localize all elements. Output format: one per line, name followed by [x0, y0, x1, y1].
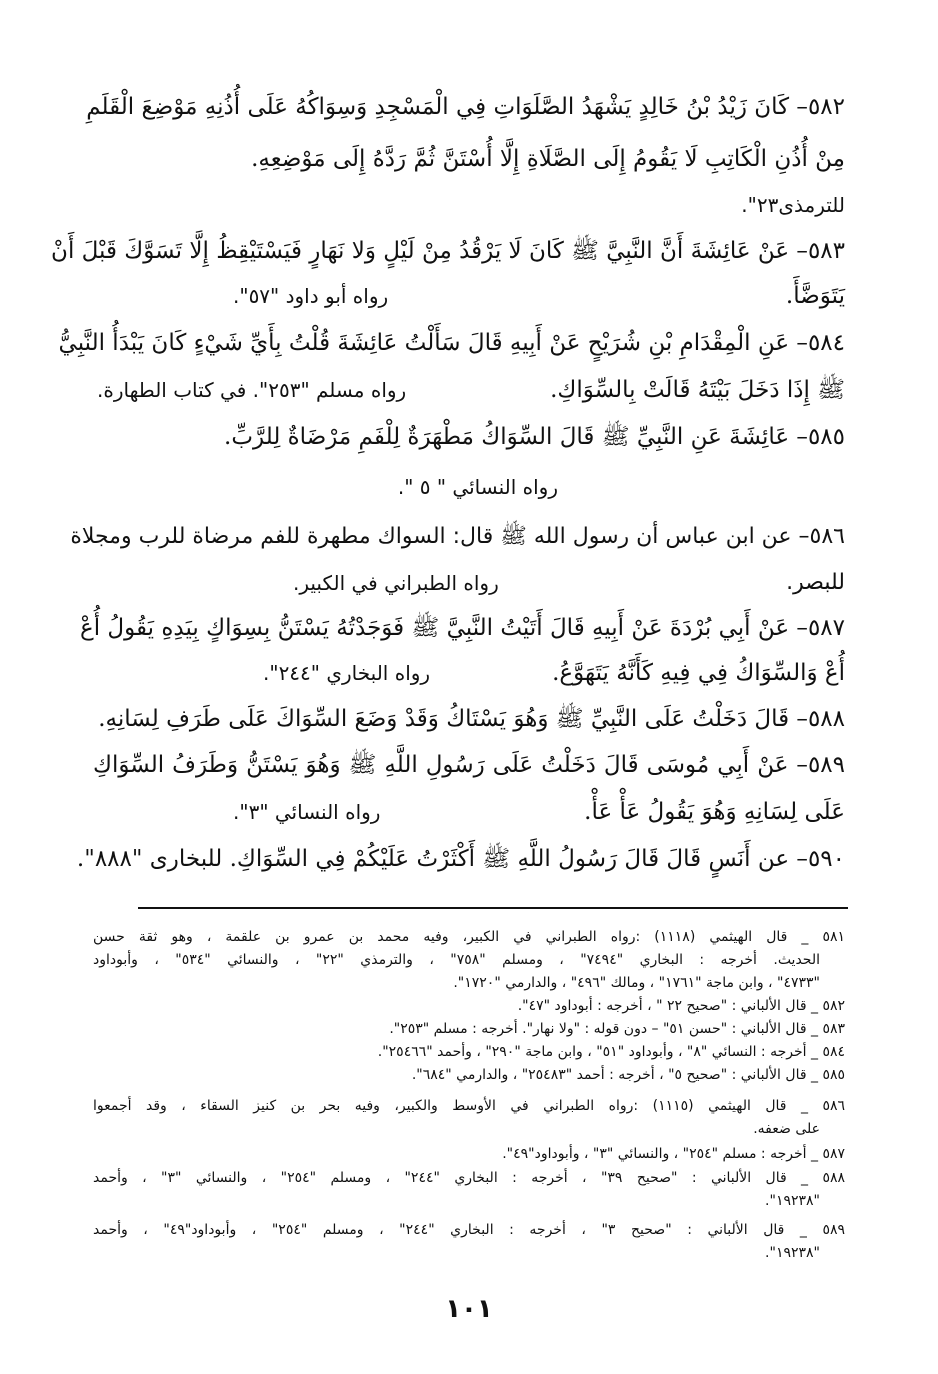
- footnote-586-line-1: ٥٨٦ _ قال الهيثمي (١١١٥) :رواه الطبراني في الأوسط والكبير، وفيه بحر بن كنيز السقاء ، وقد أجمعوا: [93, 1098, 845, 1114]
- hadith-589-line-2: [93, 789, 845, 835]
- footnote-581-line-2: الحديث. أخرجه : البخاري "٧٤٩٤" ، ومسلم "٧٥٨" ، والترمذي "٢٢" ، والنسائي "٥٣٤" ، وأبوداود: [93, 952, 820, 968]
- hadith-586-line-2-text: للبصر.: [786, 570, 845, 595]
- footnote-588-line-2: "١٩٢٣٨".: [765, 1193, 820, 1209]
- hadith-587-line-1: ٥٨٧– عَنْ أَبِي بُرْدَةَ عَنْ أَبِيهِ قَالَ أَتَيْتُ النَّبِيَّ ﷺ فَوَجَدْتُهُ يَسْتَنُّ بِسِوَاكٍ بِيَدِهِ يَقُولُ أُعْ: [80, 615, 845, 641]
- hadith-590-line-1: ٥٩٠– عن أَنَسٍ قَالَ قَالَ رَسُولُ اللَّهِ ﷺ أَكْثَرْتُ عَلَيْكُمْ فِي السِّوَاكِ. للبخارى "٨٨٨".: [76, 846, 845, 872]
- footnote-588-line-1: ٥٨٨ _ قال الألباني : "صحيح ٣٩" ، أخرجه : البخاري "٢٤٤" ، ومسلم "٢٥٤" ، والنسائي "٣" ، وأحمد: [93, 1170, 846, 1186]
- hadith-587-source: رواه البخاري "٢٤٤".: [263, 661, 431, 685]
- hadith-583-line-2-text: يَتَوَضَّأَ.: [785, 283, 845, 309]
- hadith-582-line-2: مِنْ أُذُنِ الْكَاتِبِ لَا يَقُومُ إِلَى الصَّلَاةِ إِلَّا أُسْتَنَّ ثُمَّ رَدَّهُ إِلَى مَوْضِعِهِ.: [251, 146, 845, 172]
- hadith-589-line-2-text: عَلَى لِسَانِهِ وَهُوَ يَقُولُ عَأْ عَأْ.: [584, 799, 845, 825]
- hadith-585-line-1: ٥٨٥– عَائِشَةَ عَنِ النَّبِيِّ ﷺ قَالَ السِّوَاكُ مَطْهَرَةٌ لِلْفَمِ مَرْضَاةٌ لِلرَّبِّ.: [224, 424, 845, 450]
- hadith-584-source: رواه مسلم "٢٥٣". في كتاب الطهارة.: [97, 378, 407, 402]
- page-number: ١٠١: [445, 1294, 493, 1324]
- footnote-589-line-2: "١٩٢٣٨".: [765, 1245, 820, 1261]
- footnote-582: ٥٨٢ _ قال الألباني : "صحيح ٢٢ " ، أخرجه : أبوداود "٤٧".: [517, 998, 845, 1014]
- footnote-581-line-3: "٤٧٣٣" ، وابن ماجة "١٧٦١" ، ومالك "٤٩٦" ، والدارمي "١٧٢٠".: [453, 975, 820, 991]
- hadith-587-line-2-text: أُعْ وَالسِّوَاكُ فِي فِيهِ كَأَنَّهُ يَتَهَوَّعُ.: [552, 660, 845, 686]
- hadith-583-source: رواه أبو داود "٥٧".: [233, 284, 389, 308]
- footnote-583: ٥٨٣ _ قال الألباني : "حسن ٥١" – دون قوله : "ولا نهار". أخرجه : مسلم "٢٥٣".: [389, 1021, 845, 1037]
- hadith-589-source: رواه النسائي "٣".: [233, 800, 381, 824]
- hadith-584-line-2-text: ﷺ إِذَا دَخَلَ بَيْتَهُ قَالَتْ بِالسِّوَاكِ.: [550, 377, 845, 403]
- hadith-586-source: رواه الطبراني في الكبير.: [293, 571, 499, 595]
- footnote-separator: [138, 907, 848, 909]
- hadith-585-source: رواه النسائي " ٥ ".: [397, 475, 558, 499]
- hadith-586-line-1: ٥٨٦– عن ابن عباس أن رسول الله ﷺ قال: السواك مطهرة للفم مرضاة للرب ومجلاة: [70, 524, 845, 549]
- footnote-586-line-2: على ضعفه.: [753, 1121, 820, 1137]
- hadith-584-line-2: [93, 367, 845, 413]
- hadith-586-line-2: [93, 560, 845, 606]
- footnote-587: ٥٨٧ _ أخرجه : مسلم "٢٥٤" ، والنسائي "٣" ، وأبوداود"٤٩".: [502, 1146, 845, 1162]
- hadith-583-line-1: ٥٨٣– عَنْ عَائِشَةَ أَنَّ النَّبِيَّ ﷺ كَانَ لَا يَرْقُدُ مِنْ لَيْلٍ وَلا نَهَارٍ فَيَسْتَيْقِظُ إِلَّا تَسَوَّكَ قَبْلَ أَنْ: [51, 238, 845, 264]
- hadith-588-line-1: ٥٨٨– قَالَ دَخَلْتُ عَلَى النَّبِيِّ ﷺ وَهُوَ يَسْتَاكُ وَقَدْ وَضَعَ السِّوَاكَ عَلَى طَرَفِ لِسَانِهِ.: [98, 706, 845, 732]
- footnote-581-line-1: ٥٨١ _ قال الهيثمي (١١١٨) :رواه الطبراني في الكبير، وفيه محمد بن عمرو بن علقمة ، وهو ثقة حسن: [93, 929, 846, 945]
- hadith-584-line-1: ٥٨٤– عَنِ الْمِقْدَامِ بْنِ شُرَيْحٍ عَنْ أَبِيهِ قَالَ سَأَلْتُ عَائِشَةَ قُلْتُ بِأَيِّ شَيْءٍ كَانَ يَبْدَأُ النَّبِيُّ: [58, 330, 845, 356]
- footnote-585: ٥٨٥ _ قال الألباني : "صحيح ٥" ، أخرجه : أحمد "٢٥٤٨٣" ، والدارمي "٦٨٤".: [411, 1067, 845, 1083]
- hadith-583-line-2: [93, 273, 845, 319]
- hadith-582-source: للترمذى٢٣".: [741, 193, 845, 217]
- hadith-587-line-2: [93, 650, 845, 696]
- hadith-589-line-1: ٥٨٩– عَنْ أَبِي مُوسَى قَالَ دَخَلْتُ عَلَى رَسُولِ اللَّهِ ﷺ وَهُوَ يَسْتَنُّ وَطَرَفُ السِّوَاكِ: [93, 752, 845, 778]
- hadith-582-line-1: ٥٨٢– كَانَ زَيْدُ بْنُ خَالِدٍ يَشْهَدُ الصَّلَوَاتِ فِي الْمَسْجِدِ وَسِوَاكُهُ عَلَى أُذُنِهِ مَوْضِعَ الْقَلَمِ: [86, 94, 845, 120]
- footnote-589-line-1: ٥٨٩ _ قال الألباني : "صحيح ٣" ، أخرجه : البخاري "٢٤٤" ، ومسلم "٢٥٤" ، وأبوداود"٤٩" ، وأحمد: [93, 1222, 846, 1238]
- footnote-584: ٥٨٤ _ أخرجه : النسائي "٨" ، وأبوداود "٥١" ، وابن ماجة "٢٩٠" ، وأحمد "٢٥٤٦٦".: [377, 1044, 845, 1060]
